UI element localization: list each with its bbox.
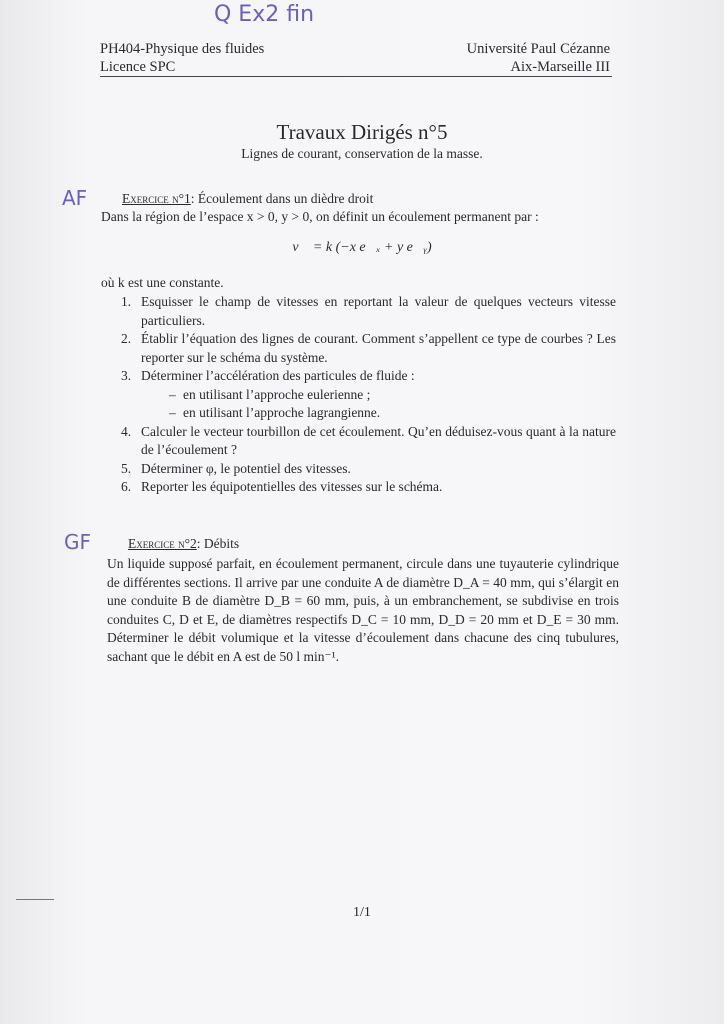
margin-annotation-af: AF [62, 186, 88, 210]
exercise1-question-list [121, 293, 616, 497]
exercise2-label: Exercice n°2 [128, 536, 197, 551]
exercise1-title: : Écoulement dans un dièdre droit [190, 191, 374, 206]
page-title: Travaux Dirigés n°5 [276, 120, 448, 144]
subitem: – en utilisant l’approche eulerienne ; [169, 386, 616, 405]
question-item: 5. Déterminer φ, le potentiel des vitesses. [121, 460, 351, 476]
campus-name: Aix-Marseille III [510, 59, 610, 75]
course-name: PH404-Physique des fluides [100, 41, 265, 57]
question-item: 4. Calculer le vecteur tourbillon de cet écoulement. Qu’en déduisez-vous quant à la nature de l’écoulement ? [121, 423, 616, 457]
question-item: 3. Déterminer l’accélération des particules de fluide : – en utilisant l’approche eulerienne ; – en utilisant l’approche lagrangienne. [121, 367, 616, 423]
exercise1-heading [122, 191, 373, 207]
exercise1-label: Exercice n°1 [122, 191, 191, 206]
university-name: Université Paul Cézanne [466, 41, 610, 57]
exercise2-text: Un liquide supposé parfait, en écoulement permanent, circule dans une tuyauterie cylindrique de différentes sections. Il arrive par une conduite A de diamètre D_A = 40 mm, qui s’élargit en une conduite B de diamètre D_B = 60 mm, puis, à un embranchement, se subdivise en trois conduites C, D et E, de diamètres respectifs D_C = 10 mm, D_D = 20 mm et D_E = 30 mm. Déterminer le débit volumique et la vitesse d’écoulement dans chacune des cinq tubulures, sachant que le débit en A est de 50 l min⁻¹. [107, 556, 619, 664]
margin-annotation-gf: GF [64, 530, 92, 554]
question-item: 6. Reporter les équipotentielles des vitesses sur le schéma. [121, 479, 443, 494]
exercise2-title: : Débits [196, 536, 240, 551]
exercise1-equation: v⃗ = k (−x e⃗ₓ + y e⃗ᵧ) [292, 240, 432, 255]
header-right [467, 40, 610, 76]
header-left [100, 40, 264, 76]
question-item: 1. Esquisser le champ de vitesses en reportant la valeur de quelques vecteurs vitesse particuliers. [121, 294, 616, 328]
question-item: 2. Établir l’équation des lignes de courant. Comment s’appellent ce type de courbes ? Les reporter sur le schéma du système. [121, 331, 616, 365]
handwritten-annotation-top: Q Ex2 fin [214, 2, 315, 27]
header-rule [100, 76, 612, 77]
program-name: Licence SPC [100, 59, 176, 75]
page-subtitle: Lignes de courant, conservation de la masse. [241, 146, 483, 161]
exercise2-heading [128, 536, 239, 552]
question-subitems [141, 386, 616, 423]
exercise1-intro: Dans la région de l’espace x > 0, y > 0, on définit un écoulement permanent par : [101, 209, 539, 224]
exercise1-constant-note: où k est une constante. [101, 275, 224, 290]
subitem: – en utilisant l’approche lagrangienne. [169, 404, 616, 423]
page-number: 1/1 [353, 905, 371, 920]
margin-dash [16, 899, 54, 900]
